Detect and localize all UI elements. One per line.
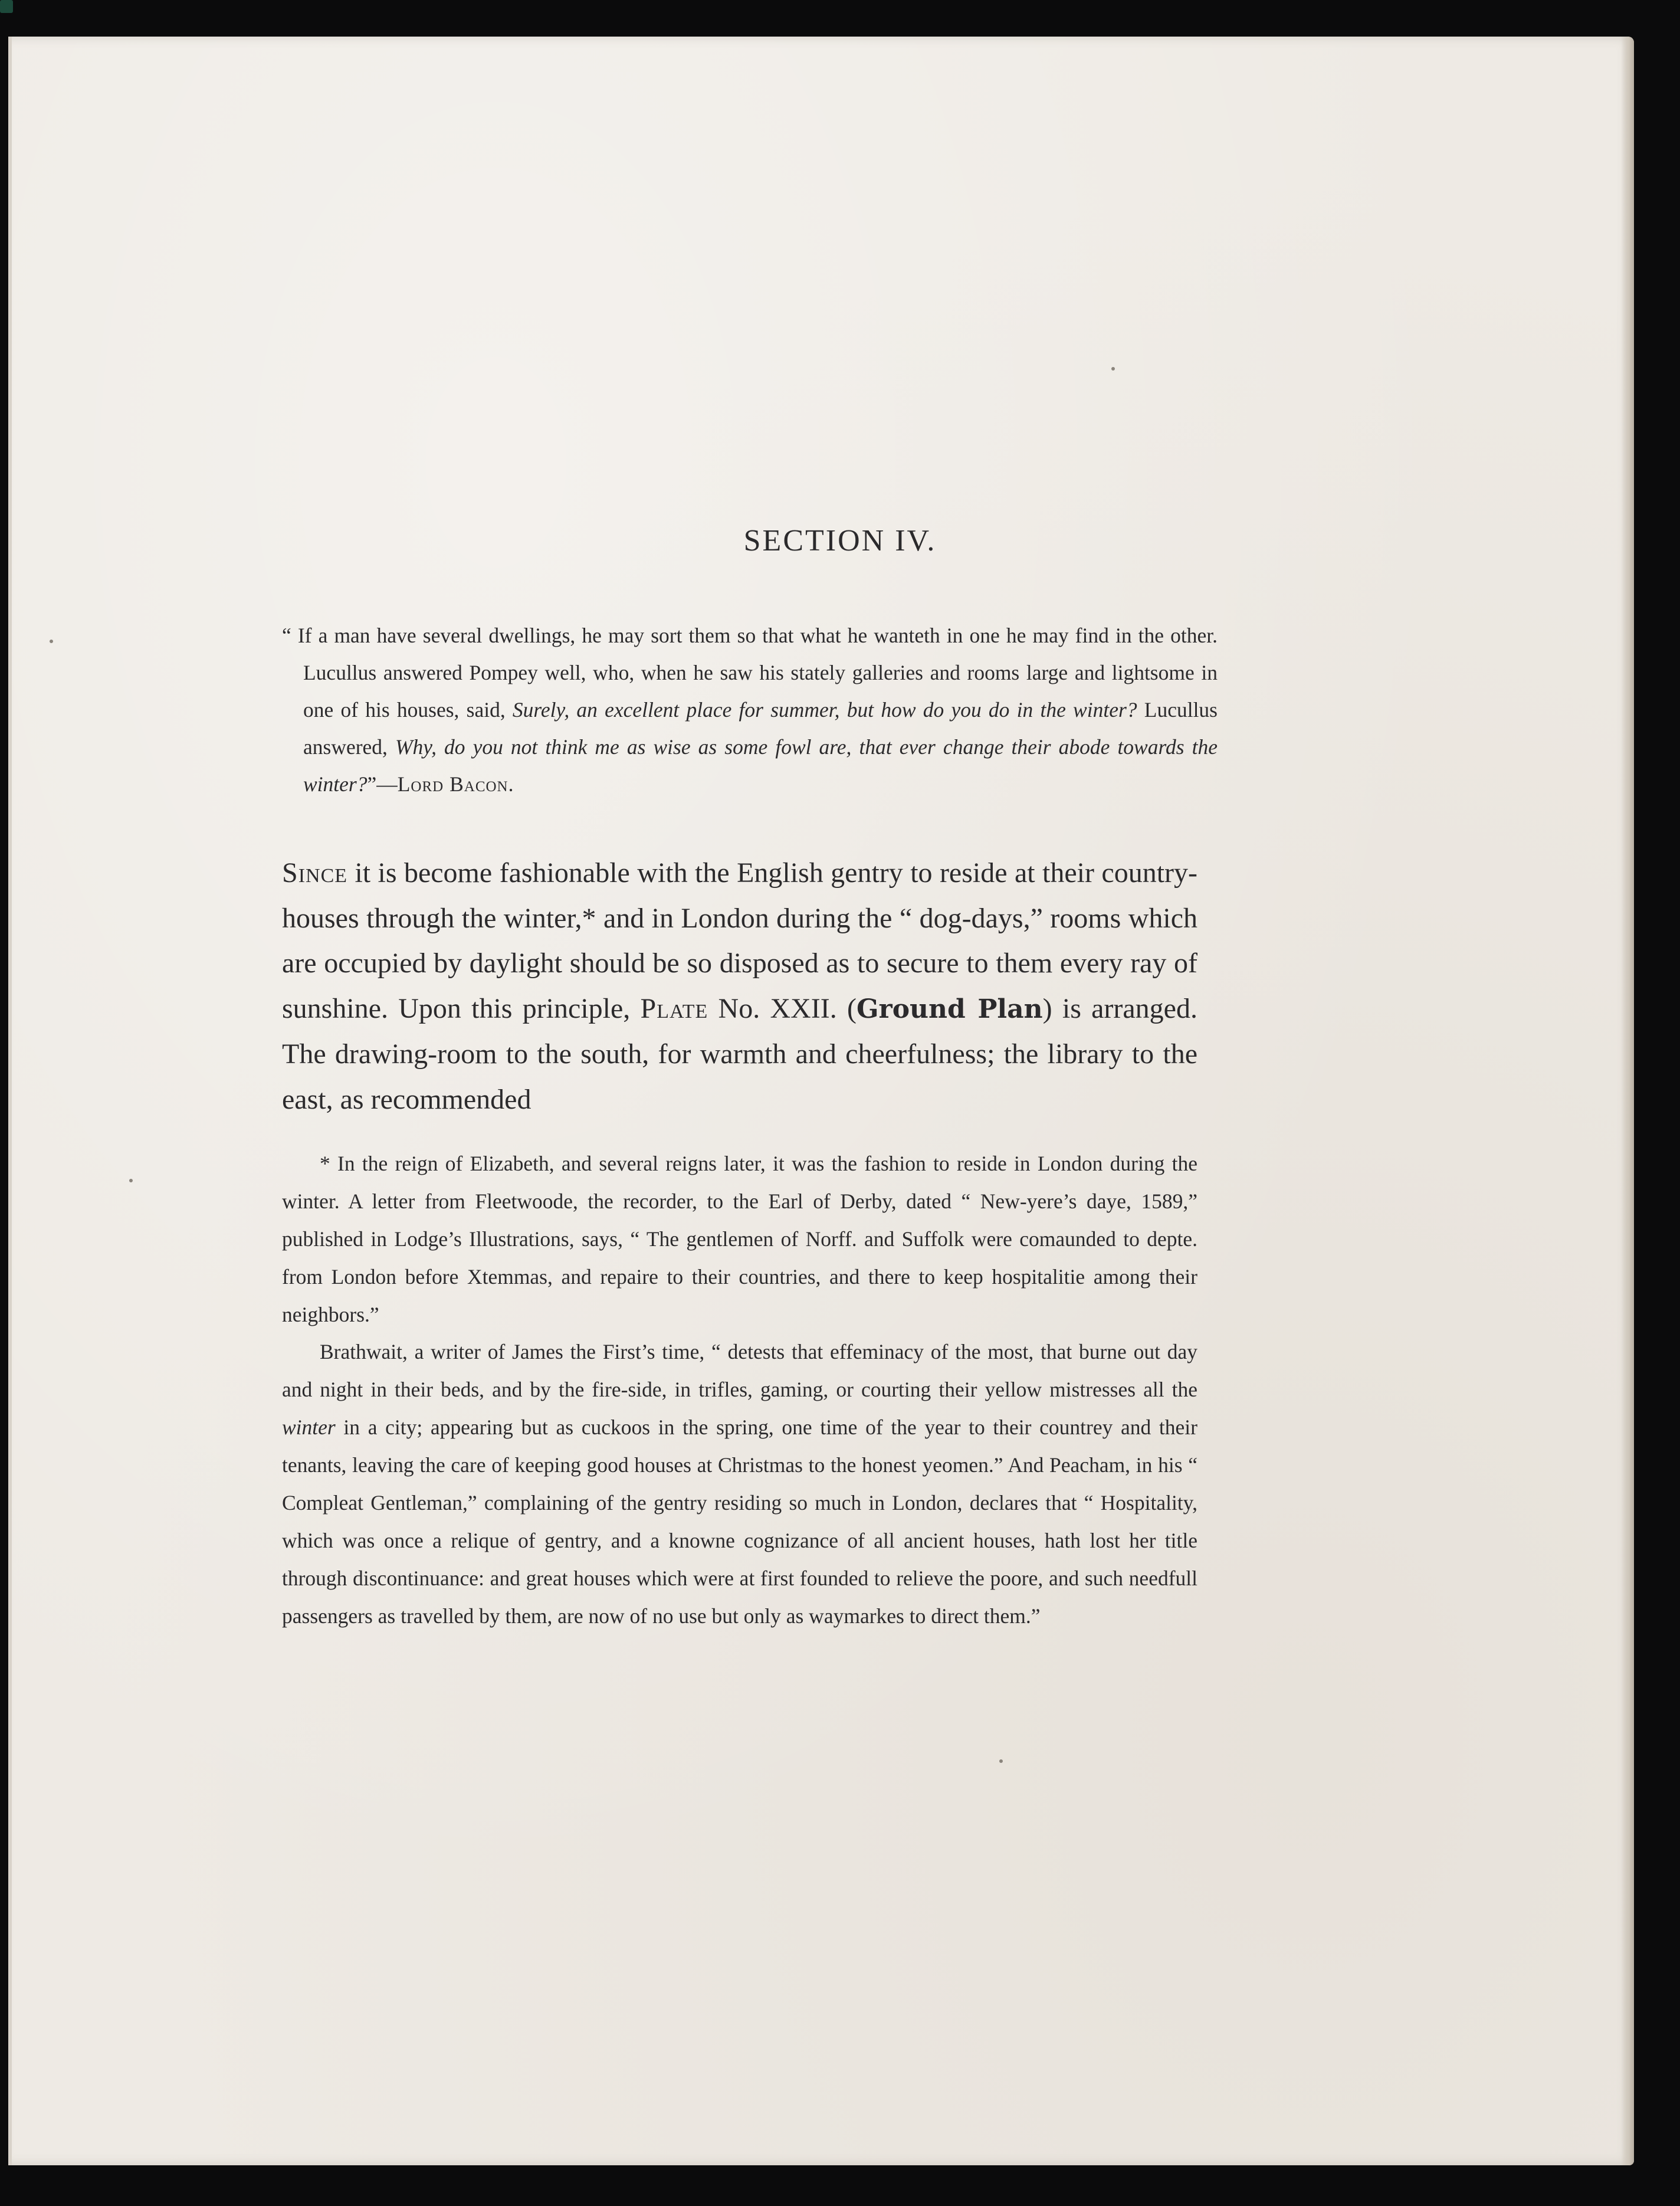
paper-speck	[999, 1759, 1003, 1763]
footnote-first: * In the reign of Elizabeth, and several reigns later, it was the fashion to reside in London during the winter. A letter from Fleetwoode, the recorder, to the Earl of Derby, dated “ New-yere’s daye, 1589,” published in Lodge’s Illustrations, says, “ The gentlemen of Norff. and Suffolk were comaunded to depte. from London before Xtemmas, and repaire to their countries, and there to keep hospitalitie among their neighbors.”	[282, 1152, 1197, 1326]
footnote-second	[282, 1333, 1197, 1635]
footnote-italic: winter	[282, 1415, 336, 1439]
page-edge-shadow	[1621, 37, 1634, 2165]
paper-speck	[1111, 367, 1115, 371]
epigraph-text: Lucullus answered,	[303, 698, 1218, 759]
body-lead-word: Since	[282, 857, 348, 889]
body-text: ) is arranged. The drawing-room to the south, for warmth and cheerfulness; the library to the east, as recommended	[282, 992, 1197, 1115]
epigraph-attribution: Lord Bacon.	[397, 772, 514, 796]
body-paragraph	[282, 851, 1197, 1122]
paper-speck	[129, 1179, 133, 1182]
paper-speck	[50, 640, 53, 643]
epigraph-quote	[282, 617, 1218, 803]
scan-corner-tab	[0, 0, 13, 13]
blackletter-title: Ground Plan	[856, 994, 1043, 1024]
footnote-text: in a city; appearing but as cuckoos in the spring, one time of the year to their countrey and their tenants, leaving the care of keeping good houses at Christmas to the honest yeomen.” And Peacham, in his “ Compleat Gentleman,” complaining of the gentry residing so much in London, declares that “ Hospitality, which was once a relique of gentry, and a knowne cognizance of all ancient houses, hath lost her title through discontinuance: and great houses which were at first founded to relieve the poore, and such needfull passengers as travelled by them, are now of no use but only as waymarkes to direct them.”	[282, 1415, 1197, 1628]
epigraph-italic: Why, do you not think me as wise as some fowl are, that ever change their abode towards the winter?	[303, 735, 1218, 796]
plate-reference: Plate	[640, 992, 708, 1024]
epigraph-text: ”—	[367, 772, 398, 796]
epigraph-text: “ If a man have several dwellings, he may sort them so that what he wanteth in one he may find in the other. Lucullus answered Pompey well, who, when he saw his stately galleries and rooms large and lightsome in one of his houses, said,	[282, 624, 1218, 722]
body-text: it is become fashionable with the English gentry to reside at their country-houses through the winter,* and in London during the “ dog-days,” rooms which are occupied by daylight should be so disposed as to secure to them every ray of sunshine. Upon this principle,	[282, 857, 1197, 1024]
footnote-text: Brathwait, a writer of James the First’s time, “ detests that effeminacy of the most, that burne out day and night in their beds, and by the fire-side, in trifles, gaming, or courting their yellow mistresses all the	[282, 1340, 1197, 1401]
section-heading: SECTION IV.	[743, 524, 937, 558]
epigraph-italic: Surely, an excellent place for summer, but how do you do in the winter?	[512, 698, 1137, 722]
body-text: No. XXII. (	[708, 992, 857, 1024]
